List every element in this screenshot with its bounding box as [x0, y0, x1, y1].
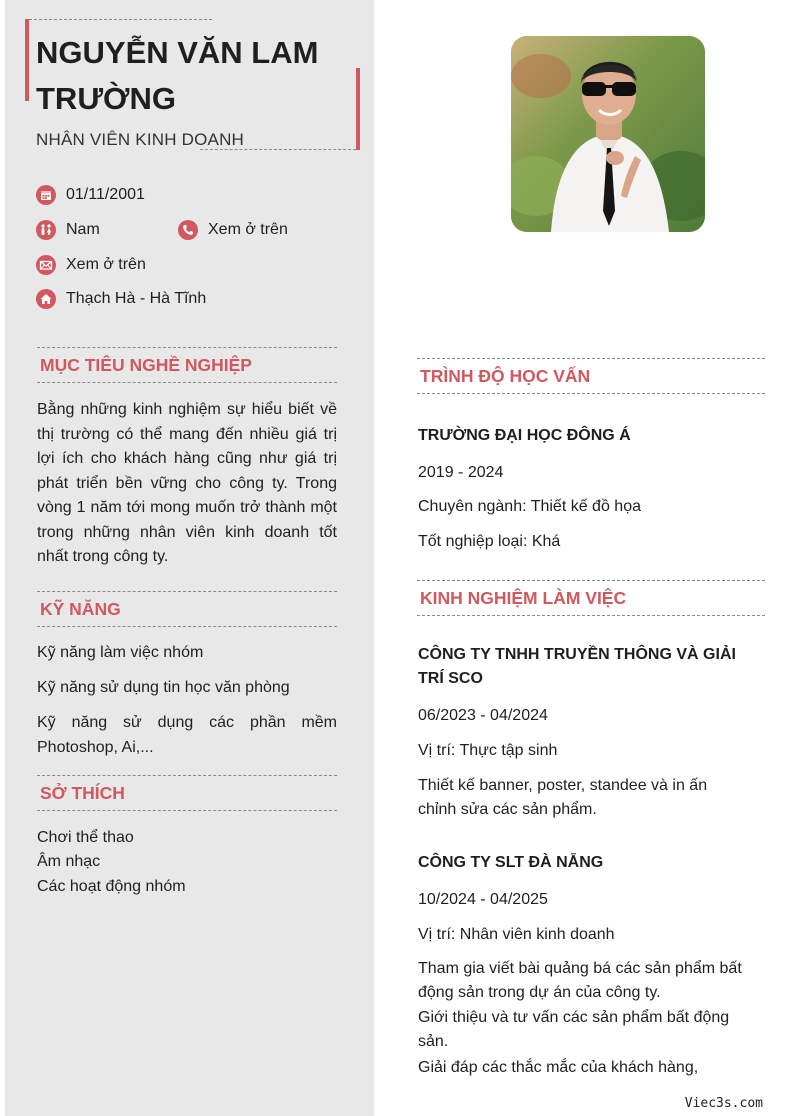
education-major: Chuyên ngành: Thiết kế đồ họa [418, 498, 641, 515]
objective-text: Bằng những kinh nghiệm sự hiểu biết về thị trường có thể mang đến nhiều giá trị lợi ích cho khách hàng cũng như giá trị phát triển bền vững cho công ty. Trong vòng 1 năm tới mong muốn trở thành một trong những nhân viên kinh doanh tốt nhất trong công ty. [37, 401, 337, 565]
name-divider-top [29, 19, 212, 20]
education-section-header [417, 358, 765, 394]
hobbies-title: SỞ THÍCH [40, 782, 125, 803]
candidate-name [36, 30, 352, 122]
candidate-name-line2: TRƯỜNG [36, 81, 176, 116]
job-company: CÔNG TY SLT ĐÀ NẴNG [418, 854, 604, 871]
gender-value: Nam [66, 221, 100, 238]
envelope-icon [36, 255, 56, 275]
school-name: TRƯỜNG ĐẠI HỌC ĐÔNG Á [418, 427, 631, 444]
gender-icon [36, 220, 56, 240]
person-portrait-icon [511, 36, 705, 232]
job-description: Giới thiệu và tư vấn các sản phẩm bất động sản. [418, 1009, 730, 1050]
experience-title: KINH NGHIỆM LÀM VIỆC [420, 587, 627, 608]
name-accent-bar-left [25, 19, 29, 101]
skill-item: Kỹ năng làm việc nhóm [37, 644, 204, 661]
hobby-item: Chơi thể thao [37, 829, 134, 846]
name-accent-bar-right [356, 68, 360, 150]
job-company: CÔNG TY TNHH TRUYỀN THÔNG VÀ GIẢI TRÍ SCO [418, 646, 736, 687]
candidate-name-line1: NGUYỄN VĂN LAM [36, 35, 319, 70]
skills-section-header [37, 591, 337, 627]
job-period: 06/2023 - 04/2024 [418, 707, 548, 724]
experience-section-header [417, 580, 765, 616]
email-row [36, 255, 146, 275]
education-grade: Tốt nghiệp loại: Khá [418, 533, 561, 550]
skill-item: Kỹ năng sử dụng tin học văn phòng [37, 679, 290, 696]
home-icon [36, 289, 56, 309]
address-row [36, 289, 206, 309]
phone-value: Xem ở trên [208, 221, 288, 238]
job-title: NHÂN VIÊN KINH DOANH [36, 130, 245, 149]
watermark: Viec3s.com [684, 1096, 763, 1111]
education-period: 2019 - 2024 [418, 464, 504, 481]
job-description: Tham gia viết bài quảng bá các sản phẩm bất động sản trong dự án của công ty. [418, 960, 742, 1001]
calendar-icon [36, 185, 56, 205]
job-position: Vị trí: Thực tập sinh [418, 742, 558, 759]
job-period: 10/2024 - 04/2025 [418, 891, 548, 908]
job-position: Vị trí: Nhân viên kinh doanh [418, 926, 615, 943]
gender-row [36, 220, 100, 240]
birthday-value: 01/11/2001 [66, 186, 145, 203]
objective-section-header [37, 347, 337, 383]
job-description: Thiết kế banner, poster, standee và in ấn chỉnh sửa các sản phẩm. [418, 777, 708, 818]
objective-title: MỤC TIÊU NGHỀ NGHIỆP [40, 354, 252, 375]
address-value: Thạch Hà - Hà Tĩnh [66, 290, 207, 307]
birthday-row [36, 185, 145, 205]
email-value: Xem ở trên [66, 256, 146, 273]
hobbies-section-header [37, 775, 337, 811]
job-description: Giải đáp các thắc mắc của khách hàng, [418, 1059, 699, 1076]
hobby-item: Âm nhạc [37, 853, 101, 870]
education-title: TRÌNH ĐỘ HỌC VẤN [420, 365, 591, 386]
skills-title: KỸ NĂNG [40, 598, 121, 619]
hobby-item: Các hoạt động nhóm [37, 878, 186, 895]
profile-photo [511, 36, 705, 232]
phone-row [178, 220, 288, 240]
phone-icon [178, 220, 198, 240]
skill-item: Kỹ năng sử dụng các phần mềm Photoshop, Ai,... [37, 714, 337, 756]
